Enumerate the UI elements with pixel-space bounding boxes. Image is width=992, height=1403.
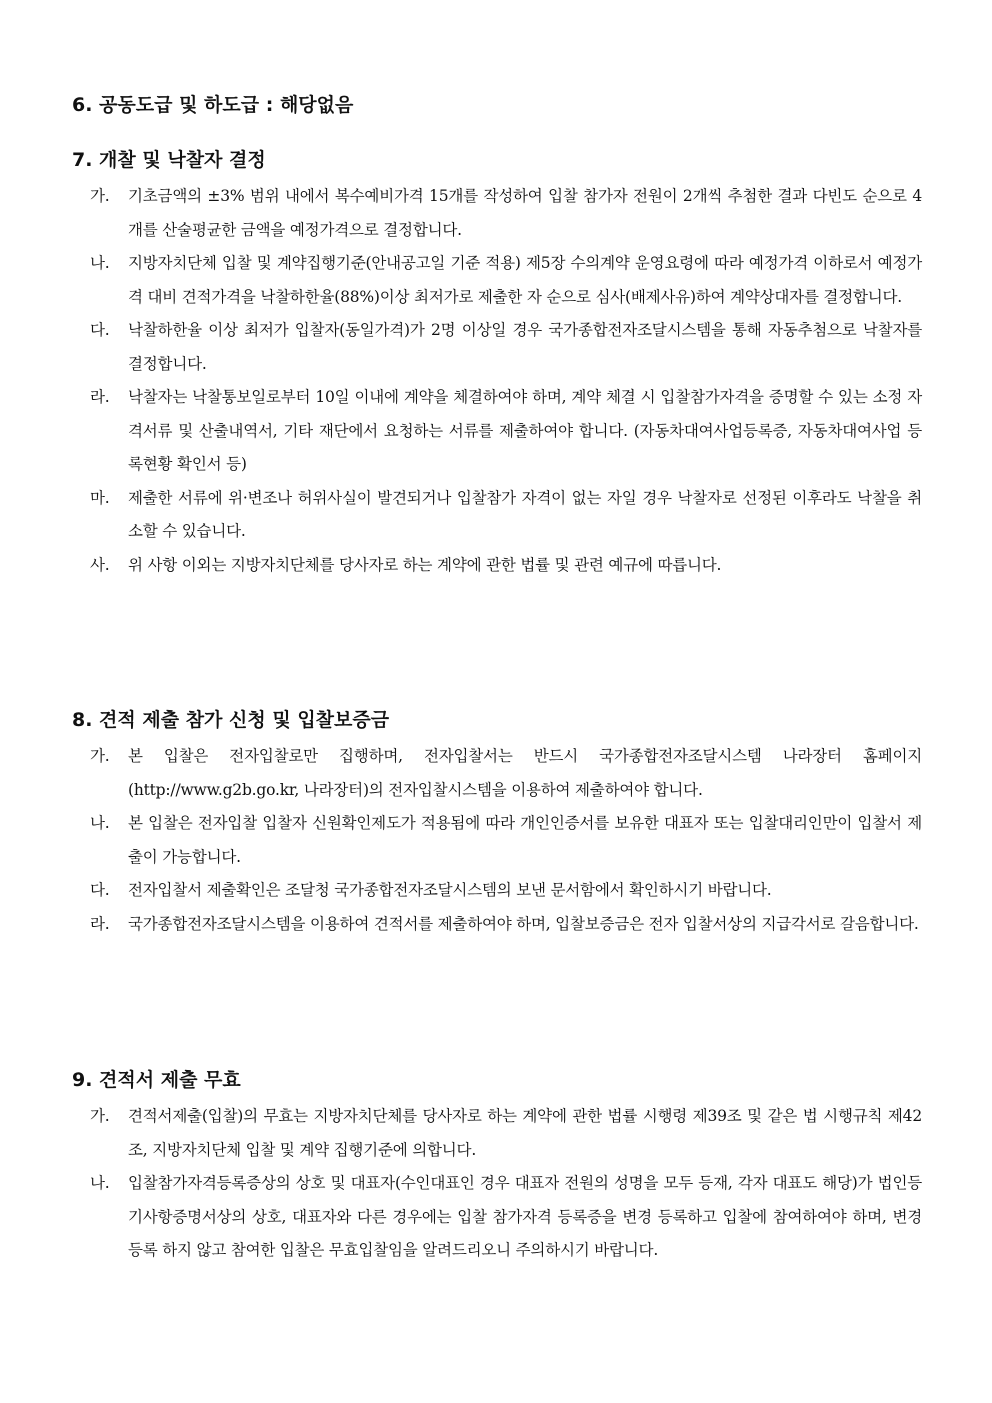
item-marker: 사. [90,555,110,574]
item-marker: 가. [90,747,110,765]
item-text: 제출한 서류에 위·변조나 허위사실이 발견되거나 입찰참가 자격이 없는 자일 경우 낙찰자로 선정된 이후라도 낙찰을 취소할 수 있습니다. [128,488,922,540]
item-marker: 나. [90,814,110,832]
item-marker: 가. [90,187,110,205]
item-list [72,1100,922,1268]
item-marker: 라. [90,388,110,406]
list-item [72,180,922,247]
item-marker: 다. [90,321,110,339]
item-marker: 마. [90,488,110,507]
section-heading: 8. 견적 제출 참가 신청 및 입찰보증금 [72,709,390,731]
list-item [72,740,922,807]
list-item [72,874,922,908]
item-text: 기초금액의 ±3% 범위 내에서 복수예비가격 15개를 작성하여 입찰 참가자 전원이 2개씩 추첨한 결과 다빈도 순으로 4개를 산술평균한 금액을 예정가격으로 결정합니다. [128,187,922,239]
section-6-joint-contract [72,92,922,118]
item-text: 낙찰자는 낙찰통보일로부터 10일 이내에 계약을 체결하여야 하며, 계약 체결 시 입찰참가자격을 증명할 수 있는 소정 자격서류 및 산출내역서, 기타 재단에서 요청하는 서류를 제출하여야 합니다. (자동차대여사업등록증, 자동차대여사업 등록현황 확인서 등) [128,388,922,473]
item-text: 본 입찰은 전자입찰로만 집행하며, 전자입찰서는 반드시 국가종합전자조달시스템 나라장터 홈페이지(http://www.g2b.go.kr, 나라장터)의 전자입찰시스템을 이용하여 제출하여야 합니다. [128,747,922,799]
section-7-bid-opening [72,147,922,582]
item-text: 위 사항 이외는 지방자치단체를 당사자로 하는 계약에 관한 법률 및 관련 예규에 따릅니다. [128,555,722,574]
item-list [72,180,922,582]
list-item [72,1100,922,1167]
item-marker: 가. [90,1107,110,1125]
item-text: 견적서제출(입찰)의 무효는 지방자치단체를 당사자로 하는 계약에 관한 법률 시행령 제39조 및 같은 법 시행규칙 제42조, 지방자치단체 입찰 및 계약 집행기준에 의합니다. [128,1107,922,1159]
item-text: 낙찰하한율 이상 최저가 입찰자(동일가격)가 2명 이상일 경우 국가종합전자조달시스템을 통해 자동추첨으로 낙찰자를 결정합니다. [128,321,922,373]
section-heading: 6. 공동도급 및 하도급 : 해당없음 [72,94,354,116]
item-text: 전자입찰서 제출확인은 조달청 국가종합전자조달시스템의 보낸 문서함에서 확인하시기 바랍니다. [128,881,772,899]
section-heading: 9. 견적서 제출 무효 [72,1069,241,1091]
section-8-participation [72,707,922,941]
item-list [72,740,922,941]
item-marker: 라. [90,914,110,933]
item-marker: 나. [90,254,110,272]
item-text: 입찰참가자격등록증상의 상호 및 대표자(수인대표인 경우 대표자 전원의 성명을 모두 등재, 각자 대표도 해당)가 법인등기사항증명서상의 상호, 대표자와 다른 경우에는 입찰 참가자격 등록증을 변경 등록하고 입찰에 참여하여야 하며, 변경등록 하지 않고 참여한 입찰은 무효입찰임을 알려드리오니 주의하시기 바랍니다. [128,1174,922,1259]
list-item [72,247,922,314]
list-item [72,807,922,874]
item-marker: 다. [90,881,110,899]
section-9-invalid-bid [72,1067,922,1268]
list-item [72,381,922,482]
list-item [72,908,922,942]
item-text: 본 입찰은 전자입찰 입찰자 신원확인제도가 적용됨에 따라 개인인증서를 보유한 대표자 또는 입찰대리인만이 입찰서 제출이 가능합니다. [128,814,922,866]
list-item [72,482,922,549]
list-item [72,314,922,381]
list-item [72,549,922,583]
list-item [72,1167,922,1268]
item-marker: 나. [90,1174,110,1192]
section-heading: 7. 개찰 및 낙찰자 결정 [72,149,266,171]
item-text: 국가종합전자조달시스템을 이용하여 견적서를 제출하여야 하며, 입찰보증금은 전자 입찰서상의 지급각서로 갈음합니다. [128,914,919,933]
item-text: 지방자치단체 입찰 및 계약집행기준(안내공고일 기준 적용) 제5장 수의계약 운영요령에 따라 예정가격 이하로서 예정가격 대비 견적가격을 낙찰하한율(88%)이상 최저가로 제출한 자 순으로 심사(배제사유)하여 계약상대자를 결정합니다. [128,254,922,306]
